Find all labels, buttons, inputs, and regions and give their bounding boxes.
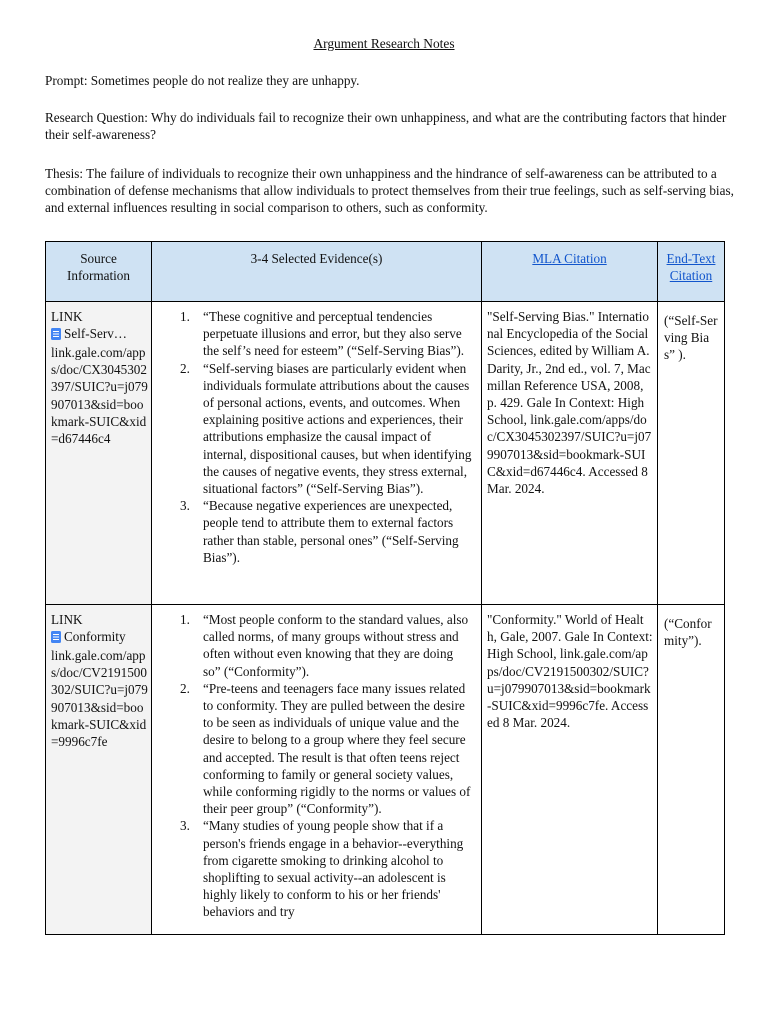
- list-item: 1. “These cognitive and perceptual tendencies perpetuate illusions and error, but they also serve the self’s need for esteem” (“Self-Serving Bias”).: [180, 309, 465, 359]
- list-item: 1. “Most people conform to the standard values, also called norms, of many groups without stress and often without even knowing that they are doing so” (“Conformity”).: [180, 612, 469, 679]
- smart-chip-conformity[interactable]: [51, 628, 126, 645]
- evidence-list: [160, 611, 473, 921]
- table-row: [46, 605, 725, 935]
- end-text-citation-cell: (“Self-Serving Bias” ).: [658, 302, 725, 605]
- evidence-list: [160, 308, 473, 566]
- source-url[interactable]: link.gale.com/apps/doc/CX3045302397/SUIC?u=j079907013&sid=bookmark-SUIC&xid=d67446c4: [51, 345, 148, 447]
- table-header-row: [46, 242, 725, 302]
- source-cell: [46, 605, 152, 935]
- thesis-text: Thesis: The failure of individuals to recognize their own unhappiness and the hindrance of self-awareness can be attributed to a combination of defense mechanisms that allow individuals to protect themselves from their true feelings, such as self-serving bias, and external influences resulting in social comparison to others, such as conformity.: [45, 166, 734, 216]
- evidence-cell: [152, 302, 482, 605]
- prompt-text: Prompt: Sometimes people do not realize they are unhappy.: [45, 73, 360, 88]
- source-url[interactable]: link.gale.com/apps/doc/CV2191500302/SUIC?u=j079907013&sid=bookmark-SUIC&xid=9996c7fe: [51, 648, 148, 750]
- header-mla-citation[interactable]: MLA Citation: [482, 242, 658, 302]
- research-question-text: Research Question: Why do individuals fail to recognize their own unhappiness, and what are the contributing factors that hinder their self-awareness?: [45, 110, 727, 143]
- page-title: Argument Research Notes: [313, 36, 455, 51]
- mla-citation-cell: "Self-Serving Bias." International Encyclopedia of the Social Sciences, edited by William A. Darity, Jr., 2nd ed., vol. 7, Macmillan Reference USA, 2008, p. 429. Gale In Context: High School, link.gale.com/apps/doc/CX3045302397/SUIC?u=j079907013&sid=bookmark-SUIC&xid=d67446c4. Accessed 8 Mar. 2024.: [482, 302, 658, 605]
- mla-citation-cell: "Conformity." World of Health, Gale, 2007. Gale In Context: High School, link.gale.com/apps/doc/CV2191500302/SUIC?u=j079907013&sid=bookmark-SUIC&xid=9996c7fe. Accessed 8 Mar. 2024.: [482, 605, 658, 935]
- source-cell: [46, 302, 152, 605]
- link-label: LINK: [51, 612, 83, 627]
- list-item: 3. “Many studies of young people show that if a person's friends engage in a behavior--everything from cigarette smoking to drinking alcohol to shoplifting to sexual activity--an adolescent is highly likely to conform to his or her friends' behaviors and try: [180, 818, 464, 920]
- list-item: 2. “Pre-teens and teenagers face many issues related to conformity. They are pulled between the desire to be seen as individuals of unique value and the desire to belong to a group where they feel secure and accepted. The result is that often teens reject conforming to family or general society values, while conforming rigidly to the norms or values of their peer group” (“Conformity”).: [180, 680, 471, 817]
- document-icon: [51, 328, 61, 340]
- list-item: 3. “Because negative experiences are unexpected, people tend to attribute them to external factors rather than stable, personal ones” (“Self-Serving Bias”).: [180, 498, 459, 565]
- end-text-citation-cell: (“Conformity”).: [658, 605, 725, 935]
- smart-chip-self-serving-bias[interactable]: [51, 325, 127, 342]
- link-label: LINK: [51, 309, 83, 324]
- chip-label: Self-Serv…: [64, 326, 127, 342]
- table-row: [46, 302, 725, 605]
- research-table: [45, 241, 725, 935]
- evidence-cell: [152, 605, 482, 935]
- header-evidence: 3-4 Selected Evidence(s): [152, 242, 482, 302]
- chip-label: Conformity: [64, 629, 126, 645]
- header-source: Source Information: [46, 242, 152, 302]
- list-item: 2. “Self-serving biases are particularly evident when individuals formulate attributions about the causes of personal actions, events, and outcomes. When explaining positive actions and experiences, their attributions emphasize the causal impact of internal, dispositional causes, but when identifying the causes of negative events, they stress external, situational factors” (“Self-Serving Bias”).: [180, 360, 472, 497]
- document-icon: [51, 631, 61, 643]
- header-end-text-citation[interactable]: End-Text Citation: [658, 242, 725, 302]
